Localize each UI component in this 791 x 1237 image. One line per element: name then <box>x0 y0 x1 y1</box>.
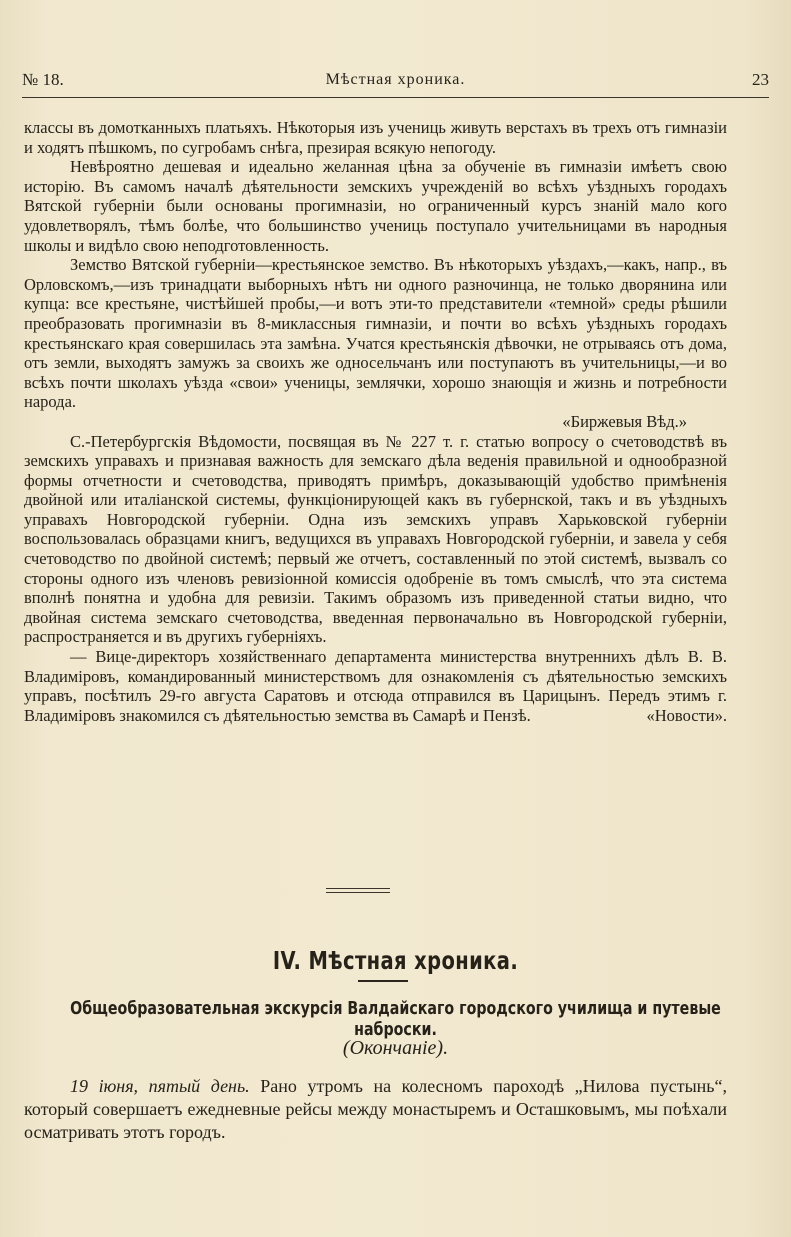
paragraph: Невѣроятно дешевая и идеально желанная цѣна за обученіе въ гимназіи имѣетъ свою исторію. Въ самомъ началѣ дѣятельности земскихъ учрежденій во всѣхъ уѣздныхъ городахъ Вятской губерніи были основаны прогимназіи, но ограниченный курсъ знаній мало кого удовлетворялъ, тѣмъ болѣе, что большинство учениць поступало учительницами въ народныя школы и видѣло свою неподготовленность. <box>24 157 727 255</box>
article-body <box>24 118 727 725</box>
paragraph-text: — Вице-директоръ хозяйственнаго департамента министерства внутреннихъ дѣлъ В. В. Владиміровъ, командированный министерствомъ для ознакомленія съ дѣятельностью земскихъ управъ, посѣтилъ 29-го августа Саратовъ и отсюда отправился въ Царицынъ. Передъ этимъ г. Владиміровъ знакомился съ дѣятельностью земства въ Самарѣ и Пензѣ. <box>24 647 727 725</box>
continuation-note: (Окончаніе). <box>342 1037 449 1059</box>
article-opening <box>24 1075 727 1144</box>
section-title: IV. Мѣстная хроника. <box>272 946 519 975</box>
source-citation: «Биржевыя Вѣд.» <box>562 411 687 431</box>
running-head <box>22 70 769 94</box>
paragraph-text: Рано утромъ на колесномъ пароходѣ „Нилова пустынь“, который совершаетъ ежедневные рейсы между монастыремъ и Осташковымъ, мы поѣхали осматривать этотъ городъ. <box>24 1076 728 1142</box>
article-subtitle: Общеобразовательная экскурсія Валдайскаго городского училища и путевые наброски. <box>70 998 721 1040</box>
issue-number: № 18. <box>22 70 64 89</box>
source-citation: «Новости». <box>646 705 727 725</box>
paragraph: классы въ домотканныхъ платьяхъ. Нѣкоторыя изъ учениць живуть верстахъ въ трехъ отъ гимназіи и ходятъ пѣшкомъ, по сугробамъ снѣга, презирая всякую непогоду. <box>24 118 727 157</box>
running-title: Мѣстная хроника. <box>325 71 466 88</box>
paragraph: Земство Вятской губерніи—крестьянское земство. Въ нѣкоторыхъ уѣздахъ,—какъ, напр., въ Орловскомъ,—изъ тринадцати выборныхъ нѣтъ ни одного разночинца, не только дворянина или купца: все крестьяне, чистѣйшей пробы,—и вотъ эти-то представители «темной» среды рѣшили преобразовать прогимназіи въ 8-миклассныя гимназіи, и почти во всѣхъ уѣздныхъ городахъ крестьянскаго края совершилась эта замѣна. Учатся крестьянскія дѣвочки, не отрываясь отъ дома, отъ земли, выходятъ замужъ за своихъ же односельчанъ или поступаютъ въ учительницы,—и во всѣхъ почти школахъ уѣзда «свои» ученицы, землячки, хорошо знающія и жизнь и потребности народа. <box>24 255 727 412</box>
date-line: 19 іюня, пятый день. <box>70 1076 250 1096</box>
paragraph <box>24 647 727 725</box>
title-rule <box>358 980 408 982</box>
paragraph: С.-Петербургскія Вѣдомости, посвящая въ № 227 т. г. статью вопросу о счетоводствѣ въ земскихъ управахъ и признавая важность для земскаго дѣла веденія правильной и однообразной формы отчетности и счетоводства, приводятъ примѣръ, доказывающій удобство примѣненія двойной или италіанской системы, функціонирующей какъ въ губернской, такъ и въ уѣздныхъ управахъ Новгородской губерніи. Одна изъ земскихъ управъ Харьковской губерніи воспользовалась образцами книгъ, ведущихся въ управахъ Новгородской губерніи, и завела у себя счетоводство по двойной системѣ; первый же отчетъ, составленный по этой системѣ, вызвалъ со стороны одного изъ членовъ ревизіонной комиссія одобреніе въ томъ смыслѣ, что эта система вполнѣ понятна и удобна для ревизіи. Такимъ образомъ изъ приведенной статьи видно, что двойная система земскаго счетоводства, введенная первоначально въ Новгородской губерніи, распространяется и въ другихъ губерніяхъ. <box>24 431 727 647</box>
section-divider <box>326 888 390 896</box>
header-rule <box>22 97 769 98</box>
page-number: 23 <box>752 70 769 89</box>
